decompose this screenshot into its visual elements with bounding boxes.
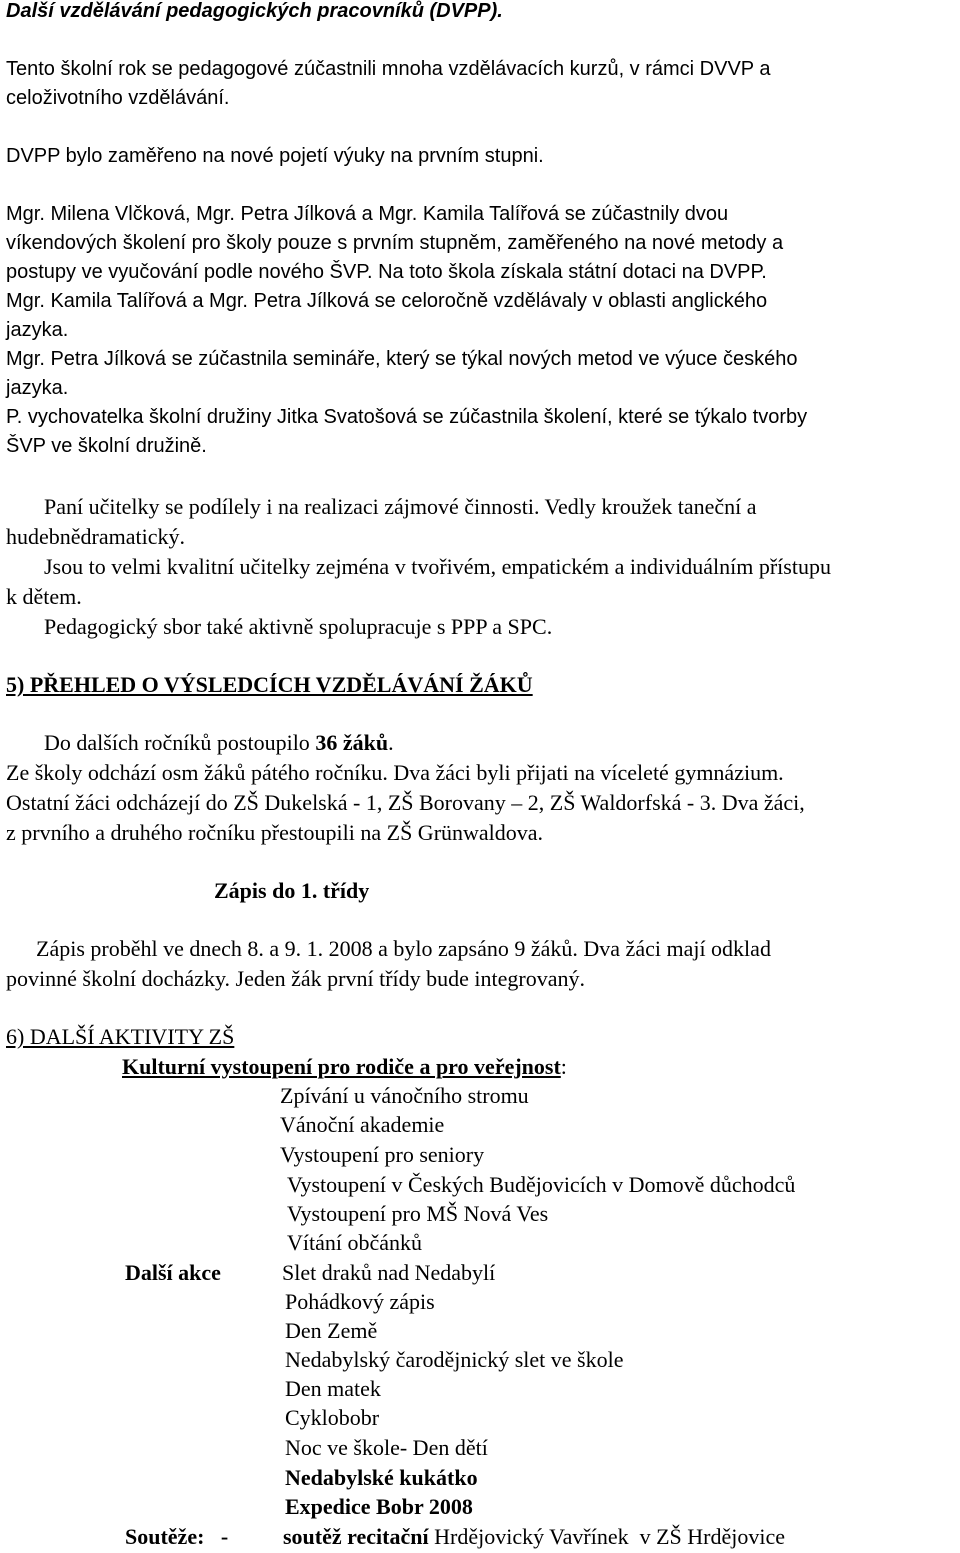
cultural-item: Vystoupení v Českých Budějovicích v Domově důchodců (287, 1172, 796, 1197)
other-item: Cyklobobr (285, 1405, 380, 1430)
cultural-colon: : (560, 1054, 567, 1079)
competitions-label: Soutěže: - (125, 1524, 229, 1549)
competition-line (283, 1524, 785, 1549)
competition-detail: Hrdějovický Vavřínek v ZŠ Hrdějovice (428, 1524, 786, 1549)
other-item: Slet draků nad Nedabylí (282, 1260, 496, 1285)
results-line: Ostatní žáci odcházejí do ZŠ Dukelská - 1, ZŠ Borovany – 2, ZŠ Waldorfská - 3. Dva žáci, (6, 790, 805, 815)
other-item: Nedabylské kukátko (285, 1465, 478, 1490)
dvpp-line: Mgr. Petra Jílková se zúčastnila semináře, který se týkal nových metod ve výuce českého (6, 348, 798, 370)
promoted-suffix: . (388, 730, 394, 755)
results-line: Ze školy odchází osm žáků pátého ročníku. Dva žáci byli přijati na víceleté gymnázium. (6, 760, 784, 785)
other-item: Expedice Bobr 2008 (285, 1494, 473, 1519)
promoted-prefix: Do dalších ročníků postoupilo (44, 730, 316, 755)
competition-type: soutěž recitační (283, 1524, 429, 1549)
dvpp-para-line: hudebnědramatický. (6, 524, 185, 549)
dvpp-line: jazyka. (6, 377, 69, 399)
dvpp-line: jazyka. (6, 319, 69, 341)
results-line: z prvního a druhého ročníku přestoupili na ZŠ Grünwaldova. (6, 820, 544, 845)
cultural-item: Zpívání u vánočního stromu (280, 1083, 529, 1108)
promoted-line (44, 730, 394, 755)
dvpp-line: ŠVP ve školní družině. (6, 435, 207, 457)
dvpp-line: postupy ve vyučování podle nového ŠVP. Na toto škola získala státní dotaci na DVPP. (6, 261, 767, 283)
cultural-title-line (122, 1054, 567, 1079)
dvpp-line: víkendových školení pro školy pouze s prvním stupněm, zaměřeného na nové metody a (6, 232, 784, 254)
other-item: Den Země (285, 1318, 378, 1343)
enrollment-line: Zápis proběhl ve dnech 8. a 9. 1. 2008 a bylo zapsáno 9 žáků. Dva žáci mají odklad (36, 936, 771, 961)
promoted-count: 36 žáků (315, 730, 389, 755)
dvpp-para-line: k dětem. (6, 584, 82, 609)
dvpp-heading: Další vzdělávání pedagogických pracovníků (DVPP). (6, 0, 503, 22)
cultural-item: Vystoupení pro MŠ Nová Ves (287, 1201, 549, 1226)
dvpp-para-line: Paní učitelky se podílely i na realizaci zájmové činnosti. Vedly kroužek taneční a (44, 494, 757, 519)
other-item: Nedabylský čarodějnický slet ve škole (285, 1347, 624, 1372)
cultural-item: Vítání občánků (287, 1230, 423, 1255)
results-heading: 5) PŘEHLED O VÝSLEDCÍCH VZDĚLÁVÁNÍ ŽÁKŮ (6, 672, 533, 697)
activities-heading: 6) DALŠÍ AKTIVITY ZŠ (6, 1024, 235, 1049)
dvpp-line: P. vychovatelka školní družiny Jitka Svatošová se zúčastnila školení, které se týkalo tvorby (6, 406, 808, 428)
enrollment-line: povinné školní docházky. Jeden žák první třídy bude integrovaný. (6, 966, 585, 991)
cultural-item: Vystoupení pro seniory (280, 1142, 485, 1167)
dvpp-para-line: Pedagogický sbor také aktivně spolupracuje s PPP a SPC. (44, 614, 553, 639)
dvpp-line: Tento školní rok se pedagogové zúčastnili mnoha vzdělávacích kurzů, v rámci DVVP a (6, 58, 771, 80)
other-item: Pohádkový zápis (285, 1289, 435, 1314)
cultural-title: Kulturní vystoupení pro rodiče a pro veřejnost (122, 1054, 561, 1079)
dvpp-line: DVPP bylo zaměřeno na nové pojetí výuky na prvním stupni. (6, 145, 544, 167)
dvpp-line: Mgr. Kamila Talířová a Mgr. Petra Jílková se celoročně vzdělávaly v oblasti anglického (6, 290, 768, 312)
dvpp-line: Mgr. Milena Vlčková, Mgr. Petra Jílková a Mgr. Kamila Talířová se zúčastnily dvou (6, 203, 729, 225)
dvpp-para-line: Jsou to velmi kvalitní učitelky zejména v tvořivém, empatickém a individuálním přístupu (44, 554, 831, 579)
enrollment-heading: Zápis do 1. třídy (214, 878, 370, 903)
dvpp-line: celoživotního vzdělávání. (6, 87, 230, 109)
other-label: Další akce (125, 1260, 221, 1285)
other-item: Den matek (285, 1376, 381, 1401)
other-item: Noc ve škole- Den dětí (285, 1435, 488, 1460)
cultural-item: Vánoční akademie (280, 1112, 445, 1137)
